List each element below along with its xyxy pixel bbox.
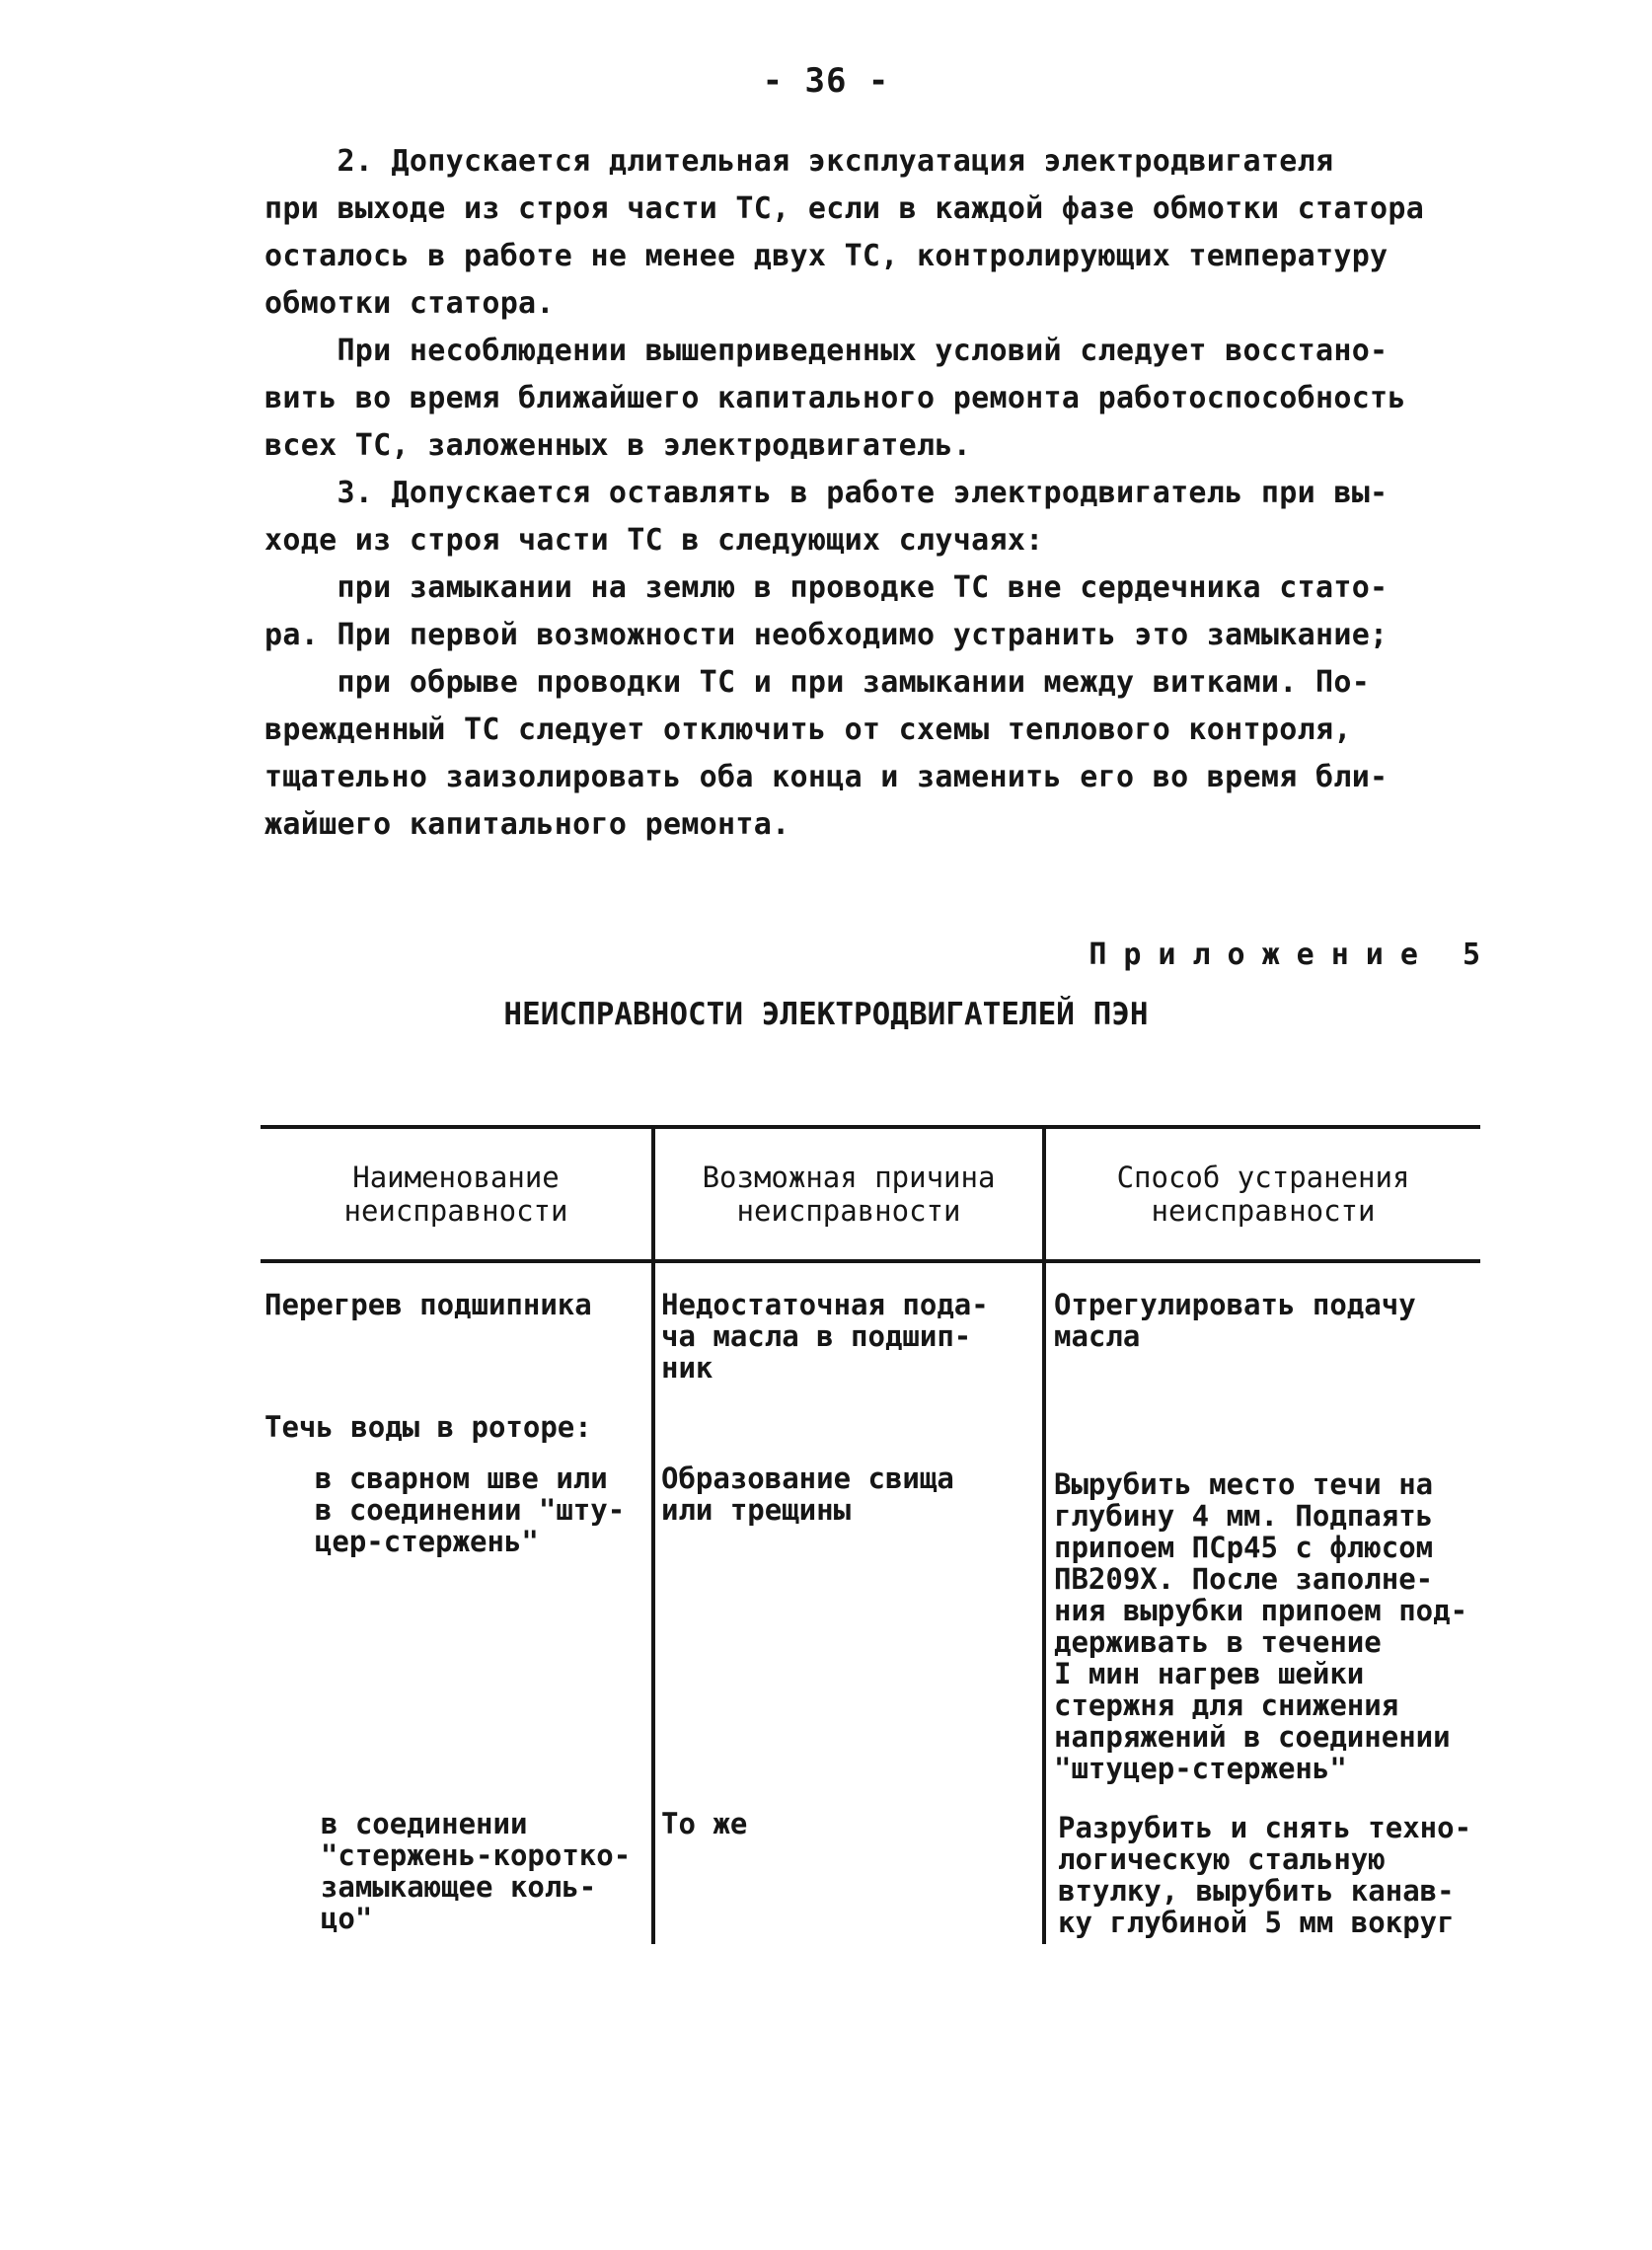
column-divider-2 [1042, 1125, 1046, 1944]
row-1-fault: Перегрев подшипника [264, 1288, 592, 1321]
header-fault: Наименование неисправности [343, 1161, 568, 1228]
appendix-label: Приложение [1089, 938, 1435, 972]
appendix-heading [1026, 938, 1480, 972]
column-divider-1 [651, 1125, 655, 1944]
table-title: НЕИСПРАВНОСТИ ЭЛЕКТРОДВИГАТЕЛЕЙ ПЭН [503, 997, 1149, 1032]
header-bottom-rule [261, 1259, 1480, 1263]
header-remedy: Способ устранения неисправности [1116, 1161, 1410, 1228]
row-4-cause: То же [661, 1807, 748, 1840]
paragraph-2: 2. Допускается длительная эксплуатация электродвигателя при выходе из строя части ТС, если в каждой фазе обмотки статора осталось в работе не менее двух ТС, контролирующих температуру обмотки статора. [264, 144, 1425, 321]
faults-table [261, 1125, 1480, 1944]
row-4-fault: в соединении "стержень-коротко- замыкающее коль- цо" [320, 1807, 632, 1935]
row-2-fault: Течь воды в роторе: [264, 1410, 592, 1444]
page-number: - 36 - [762, 61, 890, 101]
row-1-remedy: Отрегулировать подачу масла [1054, 1288, 1416, 1353]
header-cause: Возможная причина неисправности [702, 1161, 996, 1228]
row-3-fault: в сварном шве или в соединении "шту- цер-стержень" [314, 1462, 626, 1558]
appendix-number: 5 [1462, 938, 1480, 972]
row-3-cause: Образование свища или трещины [661, 1462, 954, 1527]
row-4-remedy: Разрубить и снять техно- логическую стальную втулку, вырубить канав- ку глубиной 5 мм вокруг [1058, 1811, 1472, 1939]
row-3-remedy: Вырубить место течи на глубину 4 мм. Подпаять припоем ПСр45 с флюсом ПВ209Х. После заполне- ния вырубки припоем под- держивать в течение I мин нагрев шейки стержня для снижения напряжений в соединении "штуцер-стержень" [1054, 1467, 1468, 1785]
table-top-rule [261, 1125, 1480, 1129]
paragraph-restore: При несоблюдении вышеприведенных условий следует восстано- вить во время ближайшего капитального ремонта работоспособность всех ТС, заложенных в электродвигатель. [264, 334, 1406, 463]
paragraph-3: 3. Допускается оставлять в работе электродвигатель при вы- ходе из строя части ТС в следующих случаях: при замыкании на землю в проводке ТС вне сердечника стато- ра. При первой возможности необходимо устранить это замыкание; при обрыве проводки ТС и при замыкании между витками. По- врежденный ТС следует отключить от схемы теплового контроля, тщательно заизолировать оба конца и заменить его во время бли- жайшего капитального ремонта. [264, 476, 1389, 842]
row-1-cause: Недостаточная пода- ча масла в подшип- ник [661, 1288, 989, 1385]
